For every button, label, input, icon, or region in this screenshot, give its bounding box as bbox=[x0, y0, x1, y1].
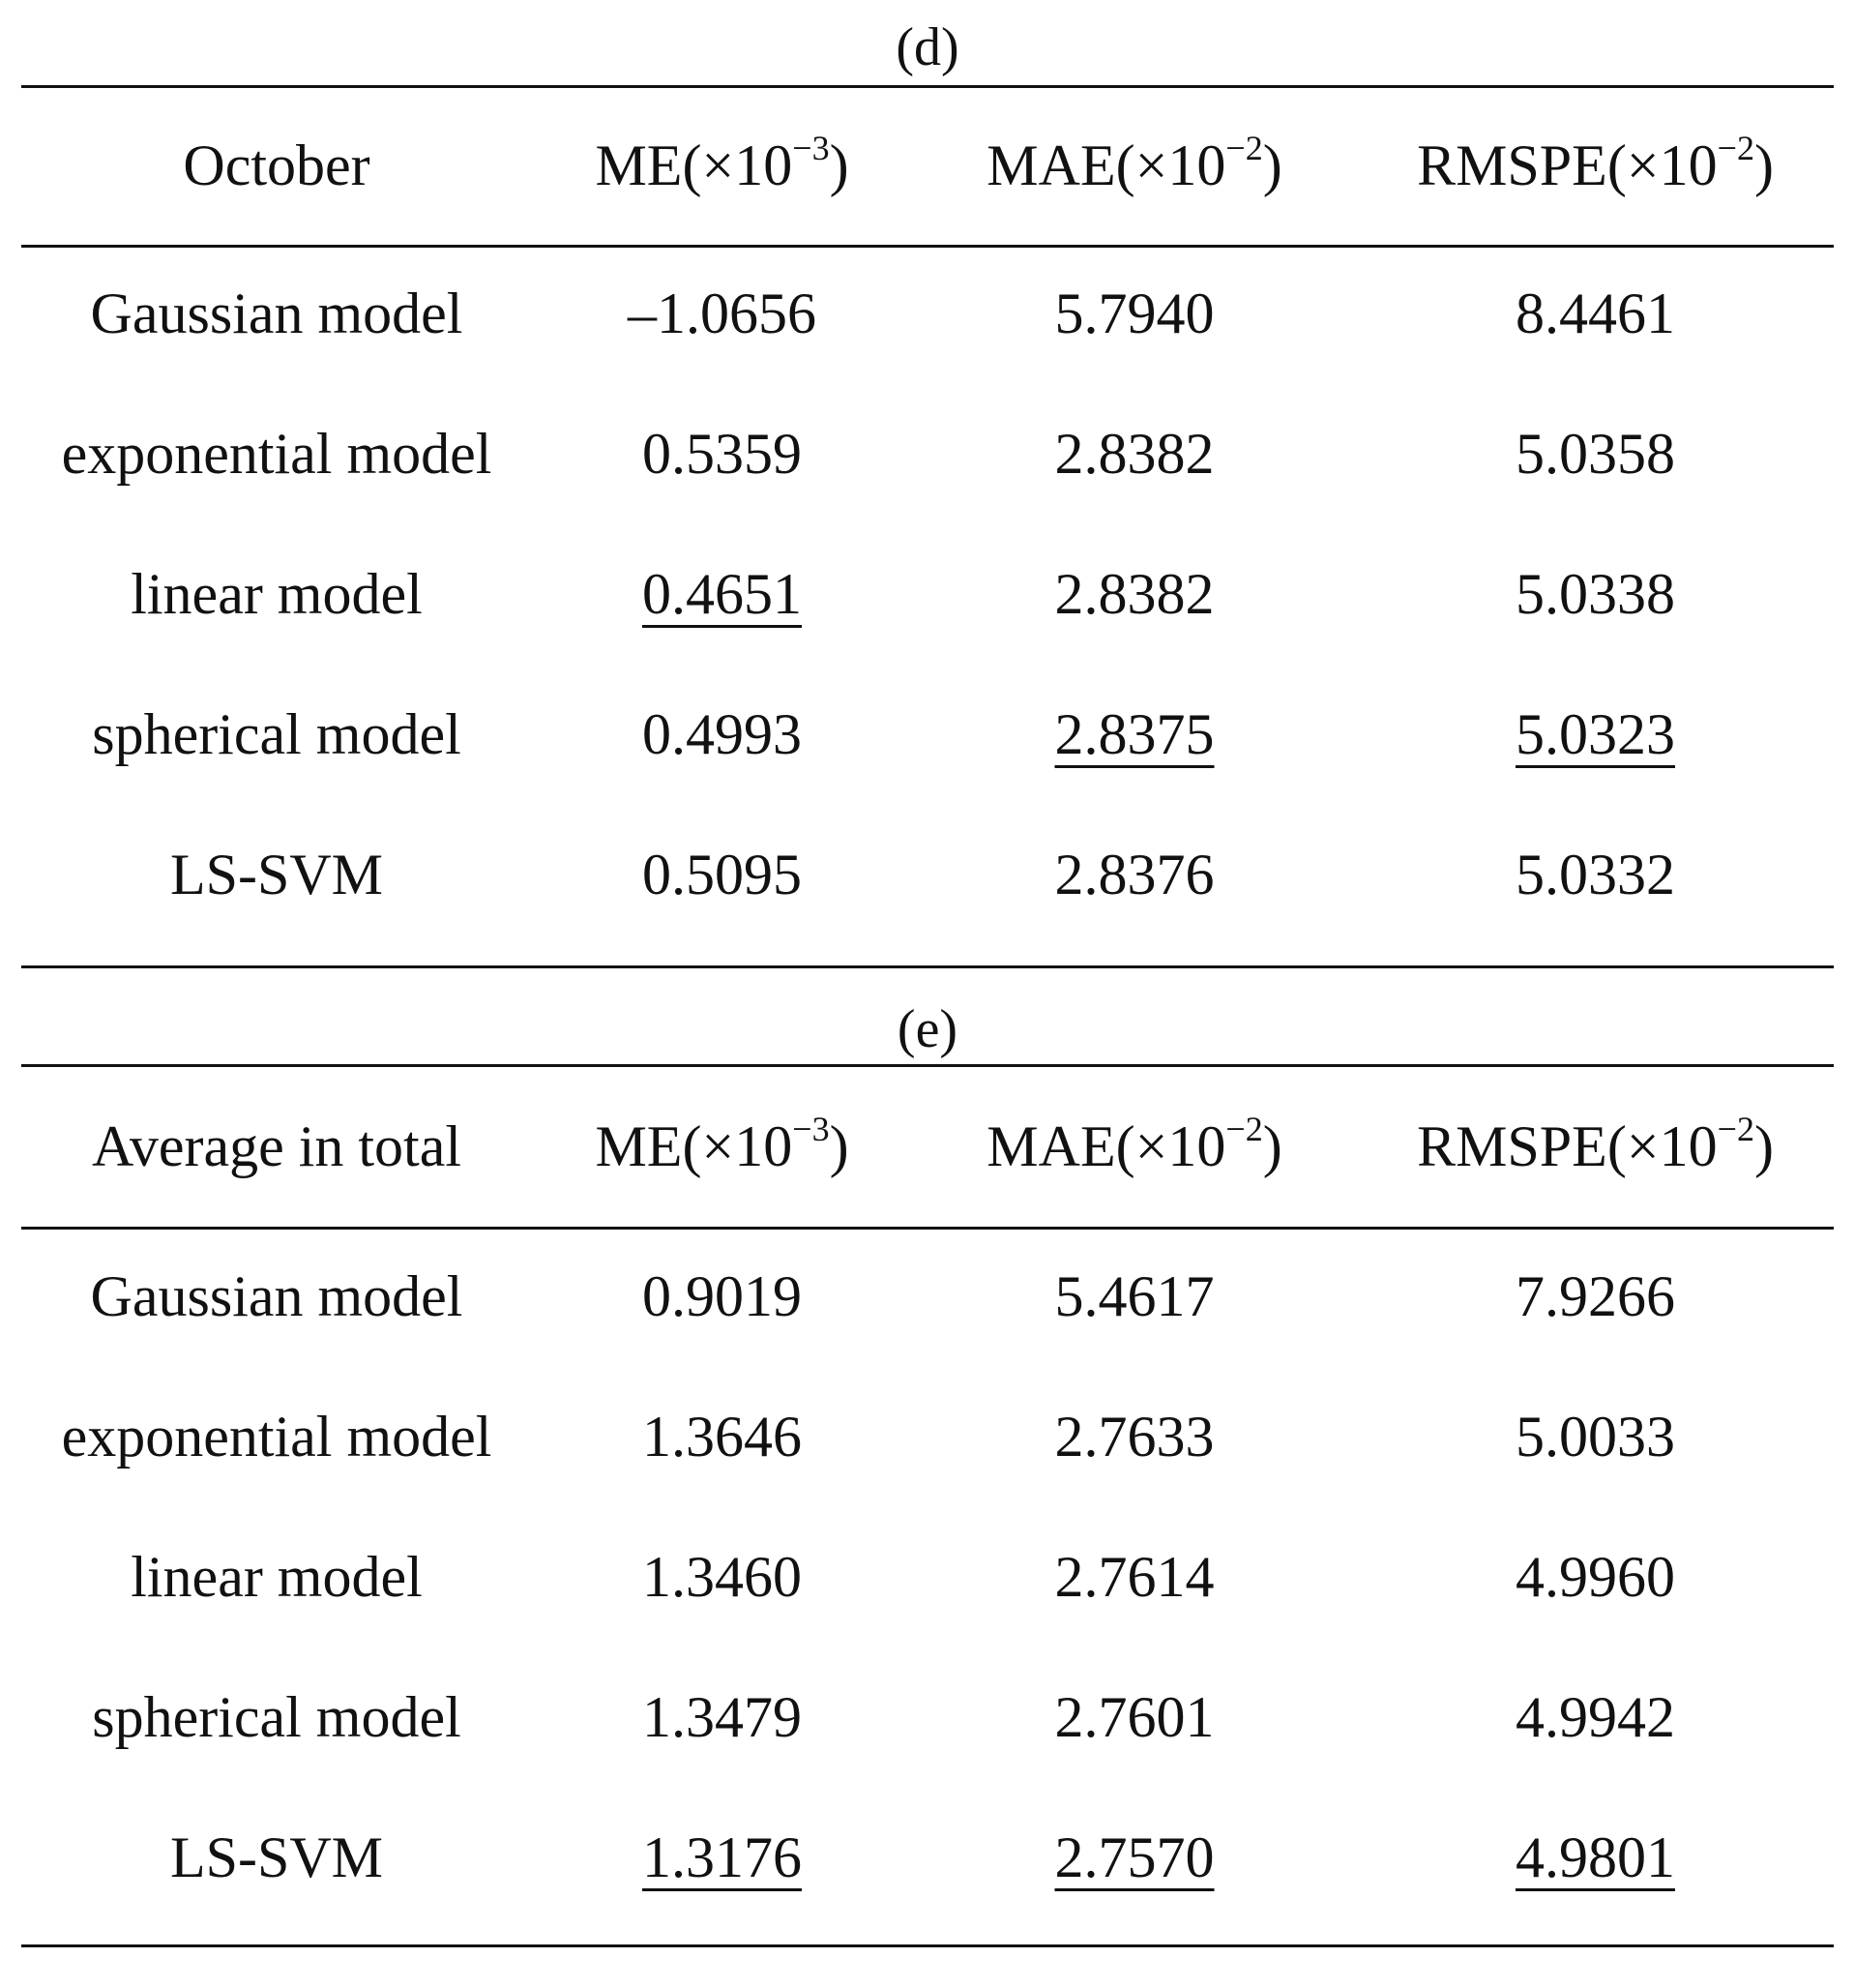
rmspe-cell: 4.9942 bbox=[1516, 1685, 1675, 1749]
bottom-rule-e bbox=[21, 1944, 1834, 1947]
best-value-me: 0.4651 bbox=[642, 562, 802, 626]
rmspe-cell: 8.4461 bbox=[1516, 282, 1675, 345]
mae-cell: 2.8382 bbox=[1054, 562, 1215, 626]
rmspe-cell: 5.0338 bbox=[1516, 562, 1675, 626]
table-row bbox=[21, 805, 1834, 945]
header-row bbox=[21, 87, 1834, 244]
best-value-mae: 2.7570 bbox=[1054, 1825, 1215, 1889]
mae-cell: 5.4617 bbox=[1054, 1264, 1215, 1328]
rmspe-cell-best bbox=[1357, 665, 1834, 805]
me-cell: 0.5095 bbox=[642, 843, 802, 906]
model-name-cell: linear model bbox=[131, 562, 423, 626]
results-table-d bbox=[21, 87, 1834, 945]
column-header-month: October bbox=[183, 133, 370, 197]
panel-label-e: (e) bbox=[897, 999, 958, 1059]
table-row bbox=[21, 244, 1834, 384]
mae-cell: 2.7601 bbox=[1054, 1685, 1215, 1749]
column-header-average: Average in total bbox=[91, 1113, 462, 1178]
best-value-rmspe: 4.9801 bbox=[1516, 1825, 1675, 1889]
bottom-rule-d bbox=[21, 965, 1834, 968]
mae-cell: 5.7940 bbox=[1054, 282, 1215, 345]
rmspe-cell-best bbox=[1357, 1788, 1834, 1928]
column-header-me: $ME(\times 10^{-3})$ bbox=[595, 128, 849, 197]
me-cell-best bbox=[532, 1788, 912, 1928]
column-header-me: $ME(\times 10^{-3})$ bbox=[595, 1109, 849, 1178]
best-value-mae: 2.8375 bbox=[1054, 702, 1215, 766]
mae-cell: 2.7633 bbox=[1054, 1405, 1215, 1469]
panel-label-d: (d) bbox=[896, 17, 959, 77]
me-cell: 1.3646 bbox=[642, 1405, 802, 1469]
table-row bbox=[21, 1507, 1834, 1647]
model-name-cell: LS-SVM bbox=[169, 843, 384, 906]
me-cell: 0.5359 bbox=[642, 422, 802, 486]
table-row bbox=[21, 384, 1834, 524]
me-cell: 0.9019 bbox=[642, 1264, 802, 1328]
table-row bbox=[21, 524, 1834, 665]
model-name-cell: spherical model bbox=[92, 1685, 461, 1749]
mae-cell-best bbox=[912, 665, 1357, 805]
best-value-me: 1.3176 bbox=[642, 1825, 802, 1889]
model-name-cell: Gaussian model bbox=[90, 1264, 463, 1328]
column-header-mae: $MAE(\times 10^{-2})$ bbox=[986, 128, 1282, 197]
me-cell: 1.3479 bbox=[642, 1685, 802, 1749]
me-cell: –1.0656 bbox=[628, 282, 816, 345]
column-header-rmspe: $RMSPE(\times 10^{-2})$ bbox=[1417, 1109, 1774, 1178]
me-cell-best bbox=[532, 524, 912, 665]
column-header-mae: $MAE(\times 10^{-2})$ bbox=[986, 1109, 1282, 1178]
table-row bbox=[21, 1647, 1834, 1788]
rmspe-cell: 4.9960 bbox=[1516, 1545, 1675, 1609]
mae-cell: 2.7614 bbox=[1054, 1545, 1215, 1609]
model-name-cell: LS-SVM bbox=[169, 1825, 384, 1889]
mae-cell-best bbox=[912, 1788, 1357, 1928]
table-row bbox=[21, 1788, 1834, 1928]
results-table-e bbox=[21, 1066, 1834, 1928]
rmspe-cell: 7.9266 bbox=[1516, 1264, 1675, 1328]
table-row bbox=[21, 1367, 1834, 1507]
model-name-cell: Gaussian model bbox=[90, 282, 463, 345]
mae-cell: 2.8376 bbox=[1054, 843, 1215, 906]
column-header-rmspe: $RMSPE(\times 10^{-2})$ bbox=[1417, 128, 1774, 197]
rmspe-cell: 5.0332 bbox=[1516, 843, 1675, 906]
rmspe-cell: 5.0033 bbox=[1516, 1405, 1675, 1469]
model-name-cell: spherical model bbox=[92, 702, 461, 766]
rmspe-cell: 5.0358 bbox=[1516, 422, 1675, 486]
me-cell: 1.3460 bbox=[642, 1545, 802, 1609]
table-row bbox=[21, 1227, 1834, 1367]
header-row bbox=[21, 1066, 1834, 1227]
mae-cell: 2.8382 bbox=[1054, 422, 1215, 486]
model-name-cell: exponential model bbox=[61, 422, 492, 486]
best-value-rmspe: 5.0323 bbox=[1516, 702, 1675, 766]
model-name-cell: linear model bbox=[131, 1545, 423, 1609]
model-name-cell: exponential model bbox=[61, 1405, 492, 1469]
table-row bbox=[21, 665, 1834, 805]
me-cell: 0.4993 bbox=[642, 702, 802, 766]
